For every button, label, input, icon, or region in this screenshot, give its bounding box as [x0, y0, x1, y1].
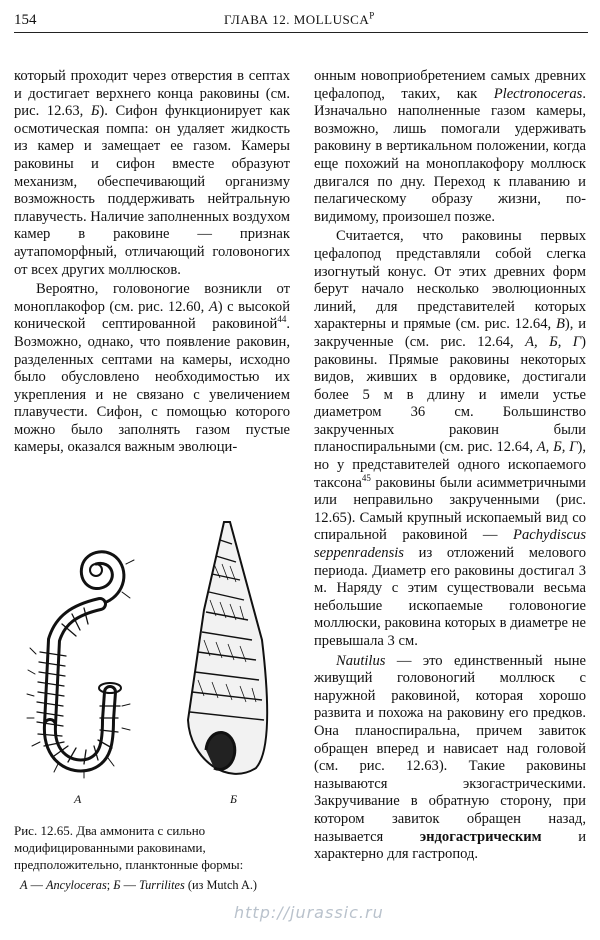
figure-label-a: А	[74, 792, 82, 806]
paragraph: Вероятно, головоногие возникли от моноплакофор (см. рис. 12.60, А) с высокой конической септированной раковиной$^{44}$. Возможно, однако, что появление раковин, разделенных септами на камеры, исходно было обусловлено необходимостью их укрепления и не связано с увеличением плавучести. Сифон, с помощью которого можно было заполнять газом пустые камеры, оказался важным эволюци-	[14, 281, 291, 456]
paragraph: который проходит через отверстия в септах и достигает верхнего конца раковины (см. рис. 12.63, Б). Сифон функционирует как осмотическая помпа: он удаляет жидкость из камер и замещает ее газом. Камеры раковины и сифон вместе образуют механизм, обеспечивающий организму возможность поддерживать нейтральную плавучесть. Наличие заполненных воздухом камер в раковине — признак аутапоморфный, отличающий головоногих от всех других моллюсков.	[14, 68, 290, 278]
page-number: 154	[14, 12, 37, 28]
chapter-title	[224, 12, 375, 28]
figure-label-b: Б	[230, 792, 238, 806]
watermark: http://jurassic.ru	[234, 903, 384, 922]
ancyloceras-illustration	[14, 520, 154, 790]
figure-caption: Рис. 12.65. Два аммонита с сильно модифицированными раковинами, предположительно, планктонные формы:	[14, 823, 244, 872]
chapter-title-text: ГЛАВА 12. MOLLUSCA	[224, 12, 370, 27]
paragraph: Считается, что раковины первых цефалопод представляли собой слегка изогнутый конус. От этих древних форм берут начало несколько эволюционных линий, для представителей которых характерны и прямые (см. рис. 12.64, В), и закрученные (см. рис. 12.64, А, Б, Г) раковины. Прямые раковины некоторых видов, живших в ордовике, достигали более 5 м в длину и имели устье диаметром 36 см. Большинство закрученных раковин были планоспиральными (см. рис. 12.64, А, Б, Г), но у представителей одного ископаемого таксона$^{45}$ раковины были асимметричными или неправильно закрученными (рис. 12.65). Самый крупный ископаемый вид со спиральной раковиной — Pachydiscus seppenradensis из отложений мелового периода. Диаметр его раковины достигал 3 м. Наряду с этим существовали весьма небольшие ископаемые головоногие моллюски, раковина которых в диаметре не превышала 3 см.	[314, 228, 587, 649]
right-column	[314, 68, 586, 864]
header-rule	[14, 32, 588, 33]
figure-12-65	[14, 520, 294, 810]
turrilites-illustration	[164, 520, 284, 790]
paragraph: Nautilus — это единственный ныне живущий головоногий моллюск с наружной раковиной, которая хорошо развита и похожа на раковину его предков. Она планоспиральна, причем завиток обращен вперед и нависает над головой (см. рис. 12.63). Такие раковины называются экзогастрическими. Закручивание в обратную сторону, при котором завиток обращен назад, называется эндогастрическим и характерно для гастропод.	[314, 652, 586, 863]
figure-legend: А — Ancyloceras; Б — Turrilites (из Mutch A.)	[20, 878, 258, 892]
left-column	[14, 68, 290, 457]
paragraph: онным новоприобретением самых древних цефалопод, таких, как Plectronoceras. Изначально наполненные газом камеры, возможно, лишь помогали удерживать раковину в вертикальном положении, когда еще похожий на моноплакофору моллюск двигался по дну. Переход к плаванию и пелагическому образу жизни, по-видимому, произошел позже.	[314, 68, 586, 225]
chapter-title-suffix: P	[369, 10, 375, 21]
